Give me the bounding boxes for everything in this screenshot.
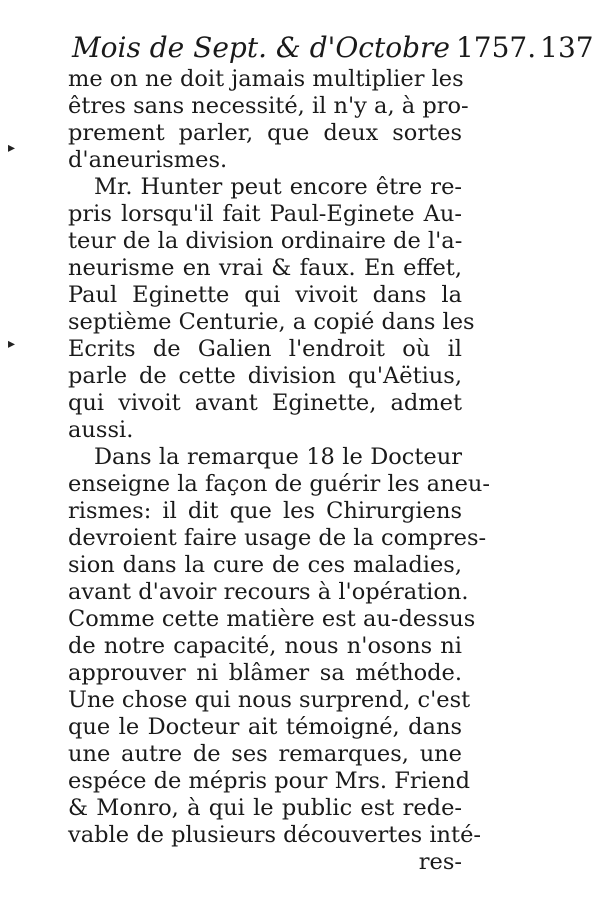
- text-line: septième Centurie, a copié dans les: [68, 309, 475, 335]
- text-line: êtres sans necessité, il n'y a, à pro-: [68, 93, 469, 119]
- text-line: & Monro, à qui le public est rede-: [68, 795, 462, 821]
- text-line: prement parler, que deux sortes: [68, 120, 462, 146]
- text-line: teur de la division ordinaire de l'a-: [68, 228, 463, 254]
- margin-mark-icon: ▸: [8, 336, 16, 352]
- text-line: me on ne doit jamais multiplier les: [68, 66, 464, 92]
- text-line: neurisme en vrai & faux. En effet,: [68, 255, 462, 281]
- running-header: [72, 28, 594, 68]
- text-line: espéce de mépris pour Mrs. Friend: [68, 768, 470, 794]
- text-line: aussi.: [68, 417, 134, 443]
- text-line: Ecrits de Galien l'endroit où il: [68, 336, 462, 362]
- text-line: qui vivoit avant Eginette, admet: [68, 390, 462, 416]
- text-line: Mr. Hunter peut encore être re-: [94, 174, 462, 200]
- text-line: de notre capacité, nous n'osons ni: [68, 633, 462, 659]
- body-text: [68, 66, 490, 876]
- text-line: devroient faire usage de la compres-: [68, 525, 487, 551]
- text-line: Paul Eginette qui vivoit dans la: [68, 282, 462, 308]
- text-line: pris lorsqu'il fait Paul-Eginete Au-: [68, 201, 462, 227]
- header-title: Mois de Sept. & d'Octobre: [72, 31, 450, 64]
- text-line: Une chose qui nous surprend, c'est: [68, 687, 471, 713]
- page-number: 137: [540, 31, 594, 64]
- text-line: Dans la remarque 18 le Docteur: [94, 444, 462, 470]
- text-line: sion dans la cure de ces maladies,: [68, 552, 462, 578]
- text-line: approuver ni blâmer sa méthode.: [68, 660, 462, 686]
- text-line: Comme cette matière est au-dessus: [68, 606, 476, 632]
- margin-mark-icon: ▸: [8, 140, 16, 156]
- text-line: enseigne la façon de guérir les aneu-: [68, 471, 490, 497]
- text-line: une autre de ses remarques, une: [68, 741, 462, 767]
- text-line: vable de plusieurs découvertes inté-: [68, 822, 481, 848]
- text-line: que le Docteur ait témoigné, dans: [68, 714, 462, 740]
- text-line: avant d'avoir recours à l'opération.: [68, 579, 469, 605]
- text-line: d'aneurismes.: [68, 147, 228, 173]
- catchword: res-: [418, 849, 462, 875]
- text-line: parle de cette division qu'Aëtius,: [68, 363, 462, 389]
- text-line: rismes: il dit que les Chirurgiens: [68, 498, 462, 524]
- header-year: 1757.: [455, 31, 537, 64]
